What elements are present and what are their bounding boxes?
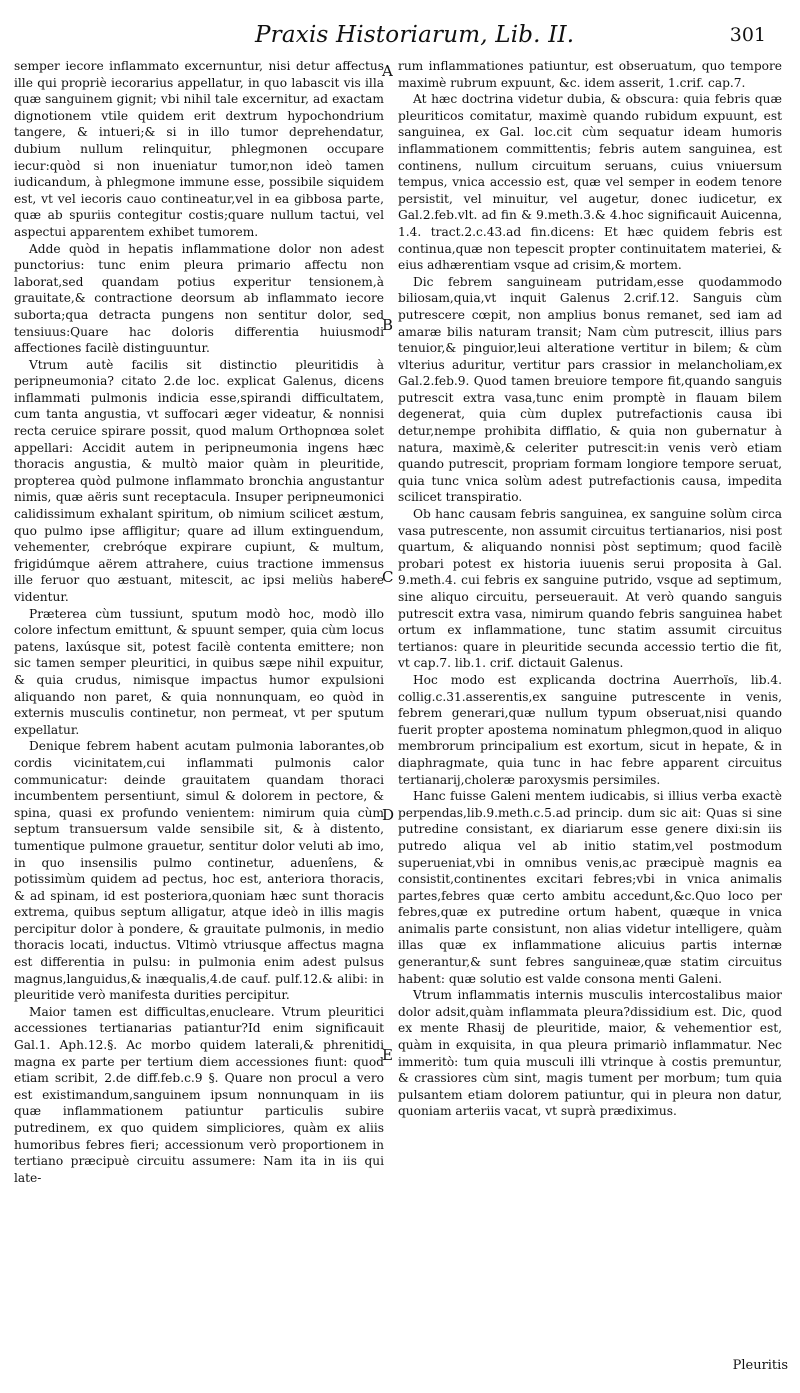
paragraph: At hæc doctrina videtur dubia, & obscura: quia febris quæ pleuriticos comitatur, maximè quando rubidum expuunt, est sanguinea, ex Gal. loc.cit cùm sequatur ideam humoris inflammationem committentis; febris autem sanguinea, est continens, nullum circuitum seruans, cuius vniuersum tempus, vnica accessio est, quæ vel semper in eodem tenore persistit, vel minuitur, vel augetur, donec iudicetur, ex Gal.2.feb.vlt. ad fin & 9.meth.3.& 4.hoc significauit Auicenna, 1.4. tract.2.c.43.ad fin.dicens: Et hæc quidem febris est continua,quæ non tepescit propter continuitatem materiei, & eius adhærentiam vsque ad crisim,& mortem.: [398, 92, 782, 273]
margin-letter-e: E: [382, 1046, 393, 1064]
paragraph: semper iecore inflammato excernuntur, nisi detur affectus ille qui propriè iecorarius appellatur, in quo labascit vis illa quæ sanguinem gignit; vbi nihil tale excernitur, ad exactam dignotionem vtile quidem erit dextrum hypochondrium tangere, & intueri;& si in illo tumor deprehendatur, dubium nullum relinquitur, phlegmonen occupare iecur:quòd si non inueniatur tumor,non ideò tamen iudicandum, à phlegmone immune esse, possibile siquidem est, vt vel iecoris cauo contineatur,vel in ea gibbosa parte, quæ ab spuriis contegitur costis;quare nullum tactui, vel aspectui apparentem exhibet tumorem.: [14, 59, 384, 239]
right-column: [398, 58, 782, 1120]
paragraph: Ob hanc causam febris sanguinea, ex sanguine solùm circa vasa putrescente, non assumit circuitus tertianarios, nisi post quartum, & aliquando nonnisi pòst septimum; quod facilè probari potest ex historia iuuenis serui proposita à Gal. 9.meth.4. cui febris ex sanguine putrido, vsque ad septimum, sine aliquo circuitu, perseuerauit. At verò quando sanguis putrescit extra vasa, nimirum quando febris sanguinea habet ortum ex inflammatione, tunc statim assumit circuitus tertianos: quare in pleuritide secunda accessio tertio die fit, vt cap.7. lib.1. crif. dictauit Galenus.: [398, 507, 782, 671]
catchword: Pleuritis: [732, 1358, 788, 1373]
running-title: Praxis Historiarum, Lib. II.: [255, 22, 575, 48]
running-header: [0, 22, 800, 56]
paragraph: Præterea cùm tussiunt, sputum modò hoc, modò illo colore infectum emittunt, & spuunt semper, quia cùm locus patens, laxúsque sit, potest facilè contenta emittere; non sic tamen semper pleuritici, in quibus sæpe nihil expuitur, & quia crudus, nimisque impactus humor expulsioni aliquando non paret, & quia nonnunquam, eo quòd in externis musculis continetur, non permeat, vt per sputum expellatur.: [14, 606, 384, 737]
paragraph: rum inflammationes patiuntur, est obseruatum, quo tempore maximè rubrum expuunt, &c. idem asserit, 1.crif. cap.7.: [398, 59, 782, 90]
margin-letter-b: B: [382, 316, 394, 334]
paragraph: Hanc fuisse Galeni mentem iudicabis, si illius verba exactè perpendas,lib.9.meth.c.5.ad princip. dum sic ait: Quas si sine putredine consistant, ex diariarum esse genere dixi:sin iis putredo aliqua vel ab initio statim,vel postmodum superueniat,vbi in omnibus venis,ac præcipuè magnis ea consistit,continentes excitari febres;vbi in vnica animalis partes,febres quæ certo ambitu accedunt,&c.Quo loco per febres,quæ ex putredine ortum habent, quæque in vnica animalis parte consistunt, non alias videtur intelligere, quàm illas quæ ex inflammatione alicuius partis internæ generantur,& sunt febres sanguineæ,quæ statim circuitus habent: quæ solutio est valde consona menti Galeni.: [398, 789, 782, 986]
paragraph: Vtrum autè facilis sit distinctio pleuritidis à peripneumonia? citato 2.de loc. explicat Galenus, dicens inflammati pulmonis indicia esse,spirandi difficultatem, cum tanta angustia, vt suffocari æger videatur, & nonnisi recta ceruice spirare possit, quod malum Orthopnœa solet appellari: Accidit autem in peripneumonia ingens hæc thoracis angustia, & multò maior quàm in pleuritide, propterea quòd pulmone inflammato bronchia angustantur nimis, quæ aëris sunt receptacula. Insuper peripneumonici calidissimum exhalant spiritum, ob nimium scilicet æstum, quo pulmo ipse affligitur; quare ad illum extinguendum, vehementer, crebróque expirare cupiunt, & multum, frigidúmque aërem attrahere, cuius tractione immensus ille feruor quo æstuant, mitescit, ac ipsi meliùs habere videntur.: [14, 357, 384, 604]
margin-letter-a: A: [382, 62, 393, 80]
paragraph: Vtrum inflammatis internis musculis intercostalibus maior dolor adsit,quàm inflammata pleura?dissidium est. Dic, quod ex mente Rhasij de pleuritide, maior, & vehementior est, quàm in exquisita, in qua pleura primariò inflammatur. Nec immeritò: tum quia musculi illi vtrinque à costis premuntur, & crassiores cùm sint, magis tument per morbum; tum quia pulsantem etiam dolorem patiuntur, qui in pleura non datur, quoniam arteriis vacat, vt suprà prædiximus.: [398, 988, 782, 1119]
paragraph: Maior tamen est difficultas,enucleare. Vtrum pleuritici accessiones tertianarias patiantur?Id enim significauit Gal.1. Aph.12.§. Ac morbo quidem laterali,& phrenitidi magna ex parte per tertium diem accessiones fiunt: quod etiam scribit, 2.de diff.feb.c.9 §. Quare non procul a vero est existimandum,sanguinem ipsum nonnunquam in iis quæ inflammationem patiuntur particulis subire putredinem, ex quo quidem simpliciores, quàm ex aliis humoribus febres fieri; accessionum verò proportionem in tertiano præcipuè circuitu assumere: Nam ita in iis qui late-: [14, 1004, 384, 1185]
paragraph: Dic febrem sanguineam putridam,esse quodammodo biliosam,quia,vt inquit Galenus 2.crif.12. Sanguis cùm putrescere cœpit, non amplius bonus remanet, sed iam ad amaræ bilis naturam transit; Nam cùm putrescit, illius pars tenuior,& pinguior,leui alteratione vertitur in bilem; & cùm vlterius aduritur, vertitur pars crassior in melancholiam,ex Gal.2.feb.9. Quod tamen breuiore tempore fit,quando sanguis putrescit extra vasa,tunc enim promptè in flauam bilem degenerat, quia cùm duplex putrefactionis causa ibi detur,nempe prohibita difflatio, & quia non gubernatur à natura, maximè,& celeriter putrescit:in venis verò etiam quando putrescit, propriam formam longiore tempore seruat, quia tunc vnica solùm adest putrefactionis causa, impedita scilicet transpiratio.: [398, 274, 782, 505]
margin-letter-d: D: [382, 806, 395, 824]
margin-letter-c: C: [382, 568, 394, 586]
page-number: 301: [729, 24, 766, 46]
paragraph: Denique febrem habent acutam pulmonia laborantes,ob cordis vicinitatem,cui inflammati pulmonis calor communicatur: deinde grauitatem quandam thoraci incumbentem persentiunt, simul & dolorem in pectore, & spina, quasi ex profundo venientem: nimirum quia cùm septum transuersum valde sensibile sit, & à distento, tumentique pulmone grauetur, sentitur dolor veluti ab imo, in quo insensilis pulmo continetur, aduenîens, & potissimùm quidem ad pectus, hoc est, anteriora thoracis, & ad spinam, id est posteriora,quoniam hæc sunt thoracis extrema, quibus septum alligatur, atque ideò in illis magis percipitur dolor à pondere, & grauitate pulmonis, in medio thoracis locati, inductus. Vltimò vtriusque affectus magna est differentia in pulsu: in pulmonia enim adest pulsus magnus,languidus,& inæqualis,4.de cauf. pulf.12.& alibi: in pleuritide verò manifesta durities percipitur.: [14, 739, 384, 1003]
left-column: [14, 58, 384, 1186]
paragraph: Adde quòd in hepatis inflammatione dolor non adest punctorius: tunc enim pleura primario affectu non laborat,sed quandam potius experitur tensionem,à grauitate,& contractione deorsum ab inflammato iecore suborta;qua detracta pungens non sentitur dolor, sed tensiuus:Quare hac doloris differentia huiusmodi affectiones facilè distinguuntur.: [14, 241, 384, 356]
paragraph: Hoc modo est explicanda doctrina Auerrhoïs, lib.4. collig.c.31.asserentis,ex sanguine putrescente in venis, febrem generari,quæ nullum typum obseruat,nisi quando fuerit propter apostema nominatum phlegmon,quod in aliquo membrorum principalium est exortum, sicut in hepate, & in diaphragmate, quia tunc in hac febre apparent circuitus tertianarij,choleræ paroxysmis persimiles.: [398, 672, 782, 787]
